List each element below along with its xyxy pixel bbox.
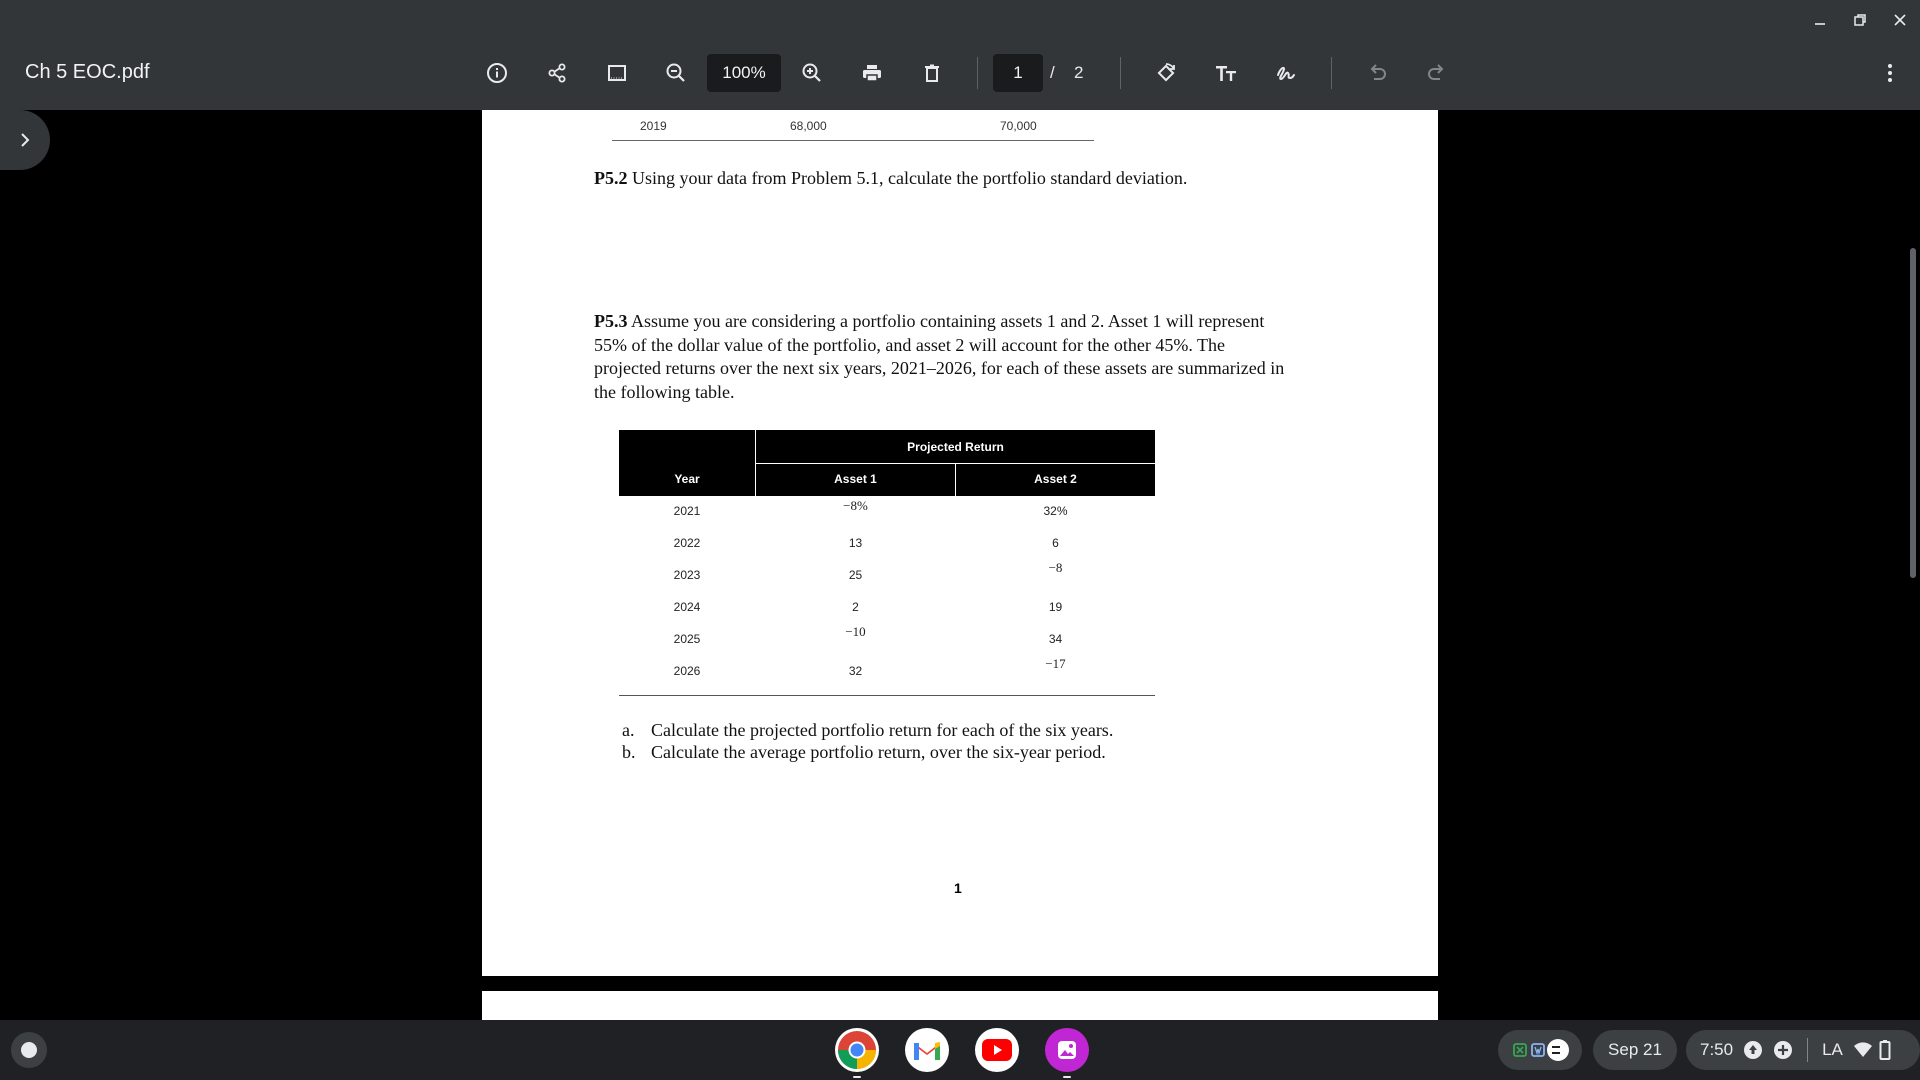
table-divider — [756, 463, 1155, 464]
table-cell: 2023 — [673, 568, 701, 582]
projected-return-header: Projected Return — [907, 440, 1004, 454]
zoom-out-icon[interactable] — [658, 55, 694, 91]
zoom-level-field[interactable]: 100% — [707, 54, 781, 92]
youtube-icon[interactable] — [975, 1028, 1019, 1072]
redo-icon[interactable] — [1419, 55, 1455, 91]
table-cell: 19 — [1048, 600, 1063, 614]
tray-divider — [1807, 1038, 1808, 1062]
gallery-icon[interactable] — [1045, 1028, 1089, 1072]
upload-icon — [1743, 1040, 1763, 1060]
status-tray[interactable] — [1686, 1030, 1920, 1070]
problem-text: Using your data from Problem 5.1, calculate the portfolio standard deviation. — [632, 168, 1188, 188]
table-cell: 2024 — [673, 600, 701, 614]
wifi-icon — [1853, 1041, 1873, 1059]
table-rule — [619, 695, 1155, 696]
holding-space-tray[interactable] — [1498, 1030, 1582, 1070]
problem-label: P5.2 — [594, 168, 628, 188]
question-text: Calculate the average portfolio return, over the six-year period. — [651, 742, 1106, 762]
table-cell: −8 — [1048, 560, 1063, 575]
table-cell: −17 — [1045, 656, 1066, 671]
page-separator: / — [1050, 63, 1055, 82]
gmail-icon[interactable] — [905, 1028, 949, 1072]
prev-table-value-1: 68,000 — [790, 119, 827, 133]
print-icon[interactable] — [854, 55, 890, 91]
pdf-page-next — [482, 991, 1438, 1021]
question-marker: a. — [622, 720, 635, 740]
date-tray[interactable]: Sep 21 — [1593, 1030, 1677, 1070]
table-cell: 6 — [1052, 536, 1059, 550]
battery-icon — [1879, 1040, 1891, 1060]
minimize-icon[interactable] — [1806, 8, 1834, 32]
question-b — [622, 741, 1106, 765]
close-icon[interactable] — [1886, 8, 1914, 32]
sidebar-toggle-button[interactable] — [0, 110, 50, 170]
table-cell: 2026 — [673, 664, 701, 678]
share-icon[interactable] — [539, 55, 575, 91]
problem-text-line: projected returns over the next six years, 2021–2026, for each of these assets are summarized in — [594, 358, 1285, 378]
table-cell: 2025 — [673, 632, 701, 646]
toolbar-divider — [1331, 57, 1332, 89]
table-cell: −8% — [843, 498, 868, 513]
prev-table-year: 2019 — [640, 119, 667, 133]
problem-5-2 — [594, 167, 1187, 191]
add-icon — [1773, 1040, 1793, 1060]
chrome-icon[interactable] — [835, 1028, 879, 1072]
document-title: Ch 5 EOC.pdf — [25, 61, 150, 83]
rotate-icon[interactable] — [1148, 55, 1184, 91]
pdf-toolbar — [0, 0, 1920, 110]
question-marker: b. — [622, 742, 636, 762]
table-cell: 2021 — [673, 504, 701, 518]
table-cell: 25 — [848, 568, 863, 582]
running-indicator — [853, 1076, 861, 1078]
launcher-button[interactable] — [11, 1032, 47, 1068]
restore-icon[interactable] — [1846, 8, 1874, 32]
input-method-label: LA — [1822, 1040, 1843, 1059]
question-a — [622, 719, 1113, 743]
table-cell: −10 — [845, 624, 866, 639]
toolbar-divider — [977, 57, 978, 89]
table-cell: 13 — [848, 536, 863, 550]
scrollbar[interactable] — [1910, 248, 1916, 578]
year-header: Year — [674, 472, 700, 486]
table-cell: 32 — [848, 664, 863, 678]
page-number: 1 — [954, 880, 962, 896]
annotate-icon[interactable] — [1268, 55, 1304, 91]
chevron-right-icon — [17, 132, 33, 148]
page-number-input[interactable]: 1 — [993, 54, 1043, 92]
question-text: Calculate the projected portfolio return for each of the six years. — [651, 720, 1114, 740]
fit-page-icon[interactable] — [599, 55, 635, 91]
table-rule — [612, 140, 1094, 141]
delete-icon[interactable] — [914, 55, 950, 91]
problem-text-line: Assume you are considering a portfolio containing assets 1 and 2. Asset 1 will represent — [631, 311, 1265, 331]
more-icon[interactable] — [1872, 55, 1908, 91]
running-indicator — [1063, 1076, 1071, 1078]
toolbar-divider — [1120, 57, 1121, 89]
problem-5-3 — [594, 310, 1374, 404]
problem-text-line: the following table. — [594, 381, 735, 402]
clock-time: 7:50 — [1700, 1040, 1734, 1059]
problem-text-line: 55% of the dollar value of the portfolio, and asset 2 will account for the other 45%. The — [594, 334, 1225, 355]
launcher-icon — [21, 1042, 37, 1058]
problem-label: P5.3 — [594, 311, 628, 331]
recent-files-icon — [1510, 1037, 1570, 1063]
undo-icon[interactable] — [1359, 55, 1395, 91]
info-icon[interactable] — [479, 55, 515, 91]
table-cell: 34 — [1048, 632, 1063, 646]
prev-table-value-2: 70,000 — [1000, 119, 1037, 133]
zoom-in-icon[interactable] — [794, 55, 830, 91]
pdf-page — [482, 110, 1438, 976]
text-size-icon[interactable] — [1208, 55, 1244, 91]
asset-2-header: Asset 2 — [1034, 472, 1077, 486]
table-cell: 32% — [1043, 504, 1068, 518]
asset-1-header: Asset 1 — [834, 472, 877, 486]
page-total: 2 — [1074, 63, 1084, 82]
table-cell: 2 — [852, 600, 859, 614]
table-cell: 2022 — [673, 536, 701, 550]
shelf — [0, 1020, 1920, 1080]
